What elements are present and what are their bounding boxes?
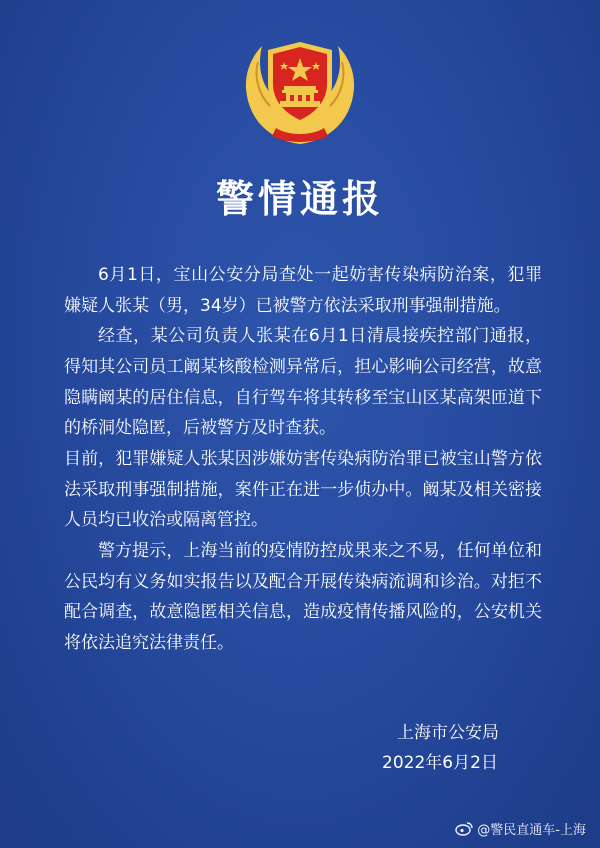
issue-date: 2022年6月2日 xyxy=(382,753,498,773)
paragraph-warning: 警方提示，上海当前的疫情防控成果来之不易，任何单位和公民均有义务如实报告以及配合开展传染病流调和诊治。对拒不配合调查，故意隐匿相关信息，造成疫情传播风险的，公安机关将依法追究法律责任。 xyxy=(64,540,542,653)
notice-body xyxy=(64,260,542,658)
watermark-text: @警民直通车-上海 xyxy=(477,823,586,838)
paragraph-investigation: 经查，某公司负责人张某在6月1日清晨接疾控部门通报，得知其公司员工阚某核酸检测异常后，担心影响公司经营，故意隐瞒阚某的居住信息，自行驾车将其转移至宝山区某高架匝道下的桥洞处隐匿，后被警方及时查获。 xyxy=(64,326,542,439)
signature-block xyxy=(360,718,520,778)
police-emblem-icon xyxy=(240,32,360,148)
issuer-name: 上海市公安局 xyxy=(397,723,499,743)
paragraph-case-summary: 6月1日，宝山公安分局查处一起妨害传染病防治案，犯罪嫌疑人张某（男，34岁）已被警方依法采取刑事强制措施。 xyxy=(64,265,542,316)
notice-title: 警情通报 xyxy=(215,177,384,221)
weibo-watermark xyxy=(455,819,586,838)
paragraph-status: 目前，犯罪嫌疑人张某因涉嫌妨害传染病防治罪已被宝山警方依法采取刑事强制措施，案件正在进一步侦办中。阚某及相关密接人员均已收治或隔离管控。 xyxy=(64,448,542,531)
weibo-icon xyxy=(455,821,473,836)
